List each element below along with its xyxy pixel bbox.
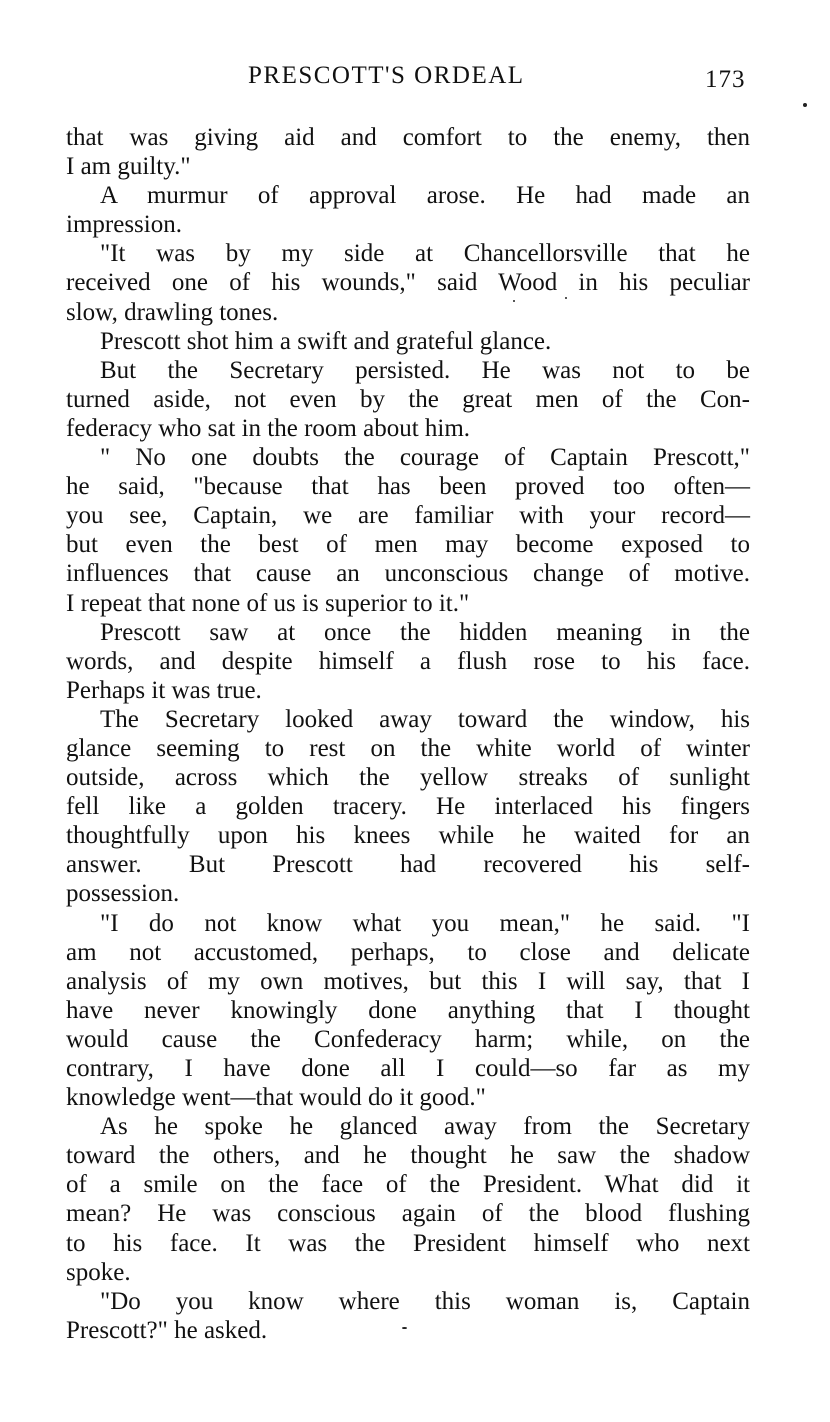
body-text [66,123,750,1345]
text-line: am not accustomed, perhaps, to close and delicate [66,938,750,966]
print-speck [513,300,515,302]
text-line: but even the best of men may become exposed to [66,531,750,559]
text-line: "Do you know where this woman is, Captain [100,1287,750,1315]
text-line: that was giving aid and comfort to the enemy, then [66,124,750,151]
page-number: 173 [705,66,746,93]
print-speck [803,103,807,107]
text-line: would cause the Confederacy harm; while, on the [66,1025,750,1053]
running-title: PRESCOTT'S ORDEAL [248,62,525,89]
text-line: he said, "because that has been proved too often— [66,473,750,501]
text-line: The Secretary looked away toward the window, his [100,705,750,733]
text-line: impression. [66,211,182,239]
text-line: influences that cause an unconscious change of motive. [66,560,750,588]
text-line: I repeat that none of us is superior to it." [66,589,470,617]
text-line: turned aside, not even by the great men of the Con- [66,385,750,413]
text-line: toward the others, and he thought he saw the shadow [66,1142,750,1170]
text-line: words, and despite himself a flush rose to his face. [66,647,750,675]
text-line: As he spoke he glanced away from the Secretary [100,1113,750,1141]
text-line: contrary, I have done all I could—so far as my [66,1055,750,1082]
text-line: outside, across which the yellow streaks of sunlight [66,764,750,792]
text-line: But the Secretary persisted. He was not to be [100,356,750,384]
text-line: to his face. It was the President himself who next [66,1229,750,1257]
text-line: I am guilty." [66,153,191,181]
text-line: Perhaps it was true. [66,676,262,704]
text-line: Prescott?" he asked. [66,1316,268,1344]
text-line: slow, drawling tones. [66,298,279,326]
text-line: " No one doubts the courage of Captain Prescott," [100,444,750,472]
text-line: Prescott saw at once the hidden meaning in the [100,618,750,646]
text-line: have never knowingly done anything that I thought [66,996,750,1024]
print-speck [402,1327,407,1329]
text-line: federacy who sat in the room about him. [66,414,471,442]
text-line: Prescott shot him a swift and grateful glance. [100,327,552,355]
text-line: A murmur of approval arose. He had made an [100,182,750,210]
text-line: received one of his wounds," said Wood in his peculiar [66,269,750,297]
print-speck [565,297,567,299]
text-line: mean? He was conscious again of the blood flushing [66,1200,750,1228]
text-line: thoughtfully upon his knees while he waited for an [66,822,750,850]
text-line: of a smile on the face of the President. What did it [66,1171,750,1199]
text-line: analysis of my own motives, but this I will say, that I [66,967,750,995]
text-line: you see, Captain, we are familiar with your record— [66,502,750,530]
text-line: knowledge went—that would do it good." [66,1084,486,1112]
text-line: "It was by my side at Chancellorsville that he [100,240,750,268]
text-line: glance seeming to rest on the white world of winter [66,734,750,762]
text-line: fell like a golden tracery. He interlaced his fingers [66,793,750,821]
text-line: "I do not know what you mean," he said. "I [100,909,750,937]
page-header [0,58,830,94]
text-line: spoke. [66,1258,131,1286]
text-line: answer. But Prescott had recovered his self- [66,851,750,879]
text-line: possession. [66,880,180,908]
